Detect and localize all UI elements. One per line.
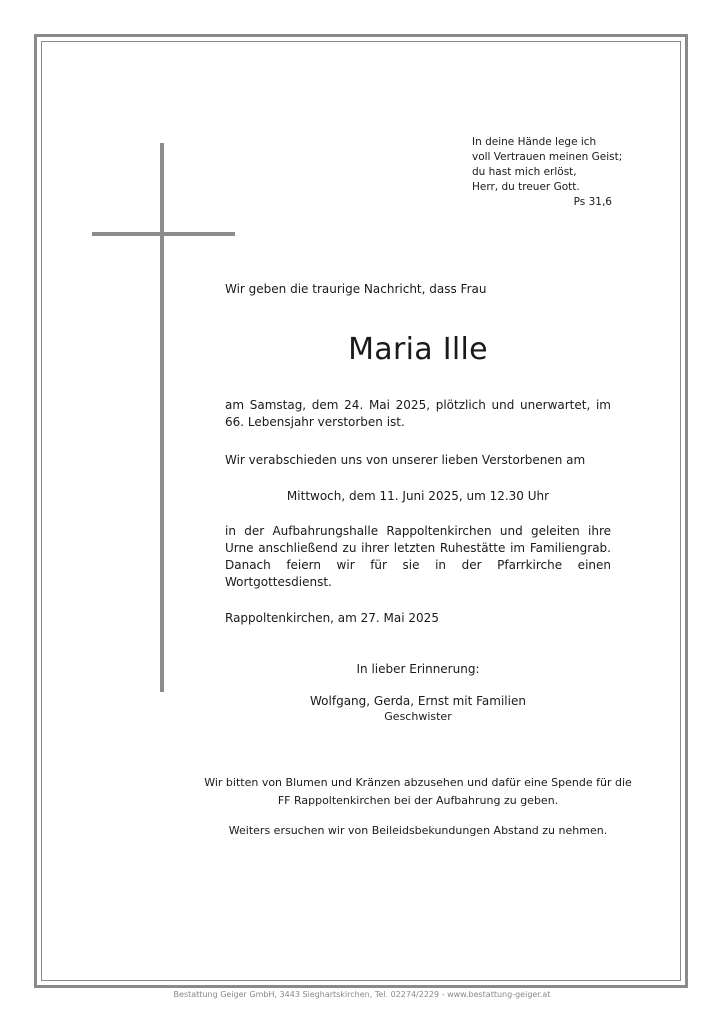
- notes-block: [200, 774, 636, 840]
- intro-text: Wir geben die traurige Nachricht, dass Frau: [225, 282, 487, 296]
- flowers-note: Wir bitten von Blumen und Kränzen abzusehen und dafür eine Spende für die FF Rappoltenkirchen bei der Aufbahrung zu geben.: [204, 776, 632, 807]
- verse-line: voll Vertrauen meinen Geist;: [472, 151, 623, 163]
- farewell-intro: Wir verabschieden uns von unserer lieben Verstorbenen am: [225, 453, 586, 467]
- family-names: Wolfgang, Gerda, Ernst mit Familien: [310, 694, 526, 708]
- verse-line: In deine Hände lege ich: [472, 136, 597, 148]
- verse-reference: Ps 31,6: [573, 196, 612, 208]
- deceased-name: Maria Ille: [348, 332, 488, 367]
- family-relation: Geschwister: [384, 710, 452, 723]
- memory-line: In lieber Erinnerung:: [356, 662, 480, 676]
- cross-icon-horizontal-bar: [92, 232, 235, 236]
- ceremony-details: in der Aufbahrungshalle Rappoltenkirchen und geleiten ihre Urne anschließend zu ihrer letzten Ruhestätte im Familiengrab. Danach feiern wir für sie in der Pfarrkirche einen Wortgottesdienst.: [225, 524, 611, 589]
- death-notice: am Samstag, dem 24. Mai 2025, plötzlich und unerwartet, im 66. Lebensjahr verstorben ist.: [225, 398, 611, 429]
- condolences-note: Weiters ersuchen wir von Beileidsbekundungen Abstand zu nehmen.: [228, 824, 608, 837]
- verse-line: du hast mich erlöst,: [472, 166, 577, 178]
- verse-line: Herr, du treuer Gott.: [472, 181, 580, 193]
- family-block: [225, 693, 611, 725]
- obituary-body: [225, 282, 611, 725]
- bible-verse: [472, 135, 623, 210]
- place-and-date: Rappoltenkirchen, am 27. Mai 2025: [225, 611, 439, 625]
- funeral-home-imprint: Bestattung Geiger GmbH, 3443 Sieghartskirchen, Tel. 02274/2229 - www.bestattung-geiger.at: [173, 990, 551, 999]
- ceremony-date: Mittwoch, dem 11. Juni 2025, um 12.30 Uhr: [286, 489, 550, 503]
- cross-icon-vertical-bar: [160, 143, 164, 692]
